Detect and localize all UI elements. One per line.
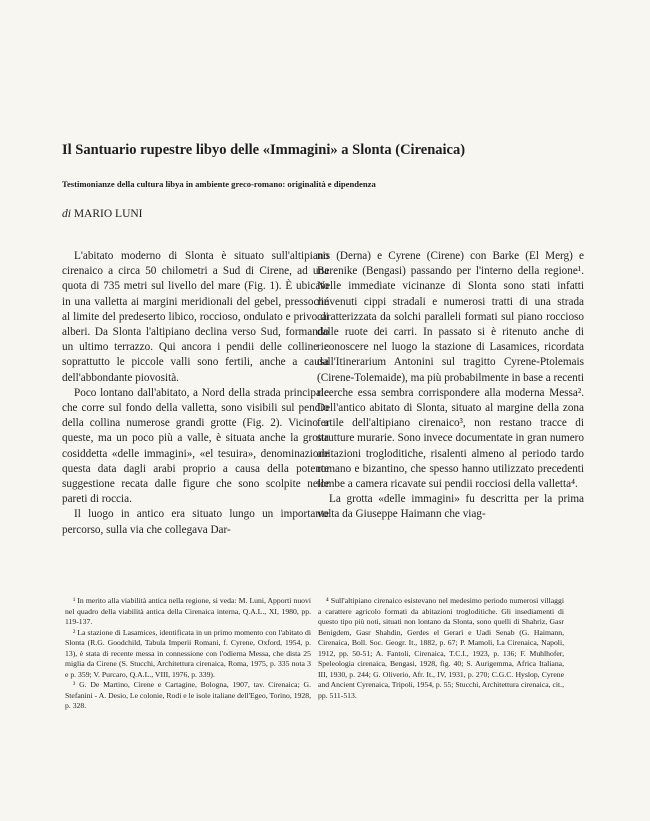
author-prefix: di	[62, 208, 71, 220]
footnote: ³ G. De Martino, Cirene e Cartagine, Bologna, 1907, tav. Cirenaica; G. Stefanini - A. Desio, Le colonie, Rodi e le isole italiane dell'Egeo, Torino, 1928, p. 328.	[65, 680, 312, 710]
body-paragraph: Il luogo in antico era situato lungo un importante percorso, sulla via che collegava Dar-	[62, 508, 329, 536]
article-author	[62, 207, 143, 221]
footnotes-right	[318, 596, 564, 701]
footnote: ² La stazione di Lasamices, identificata in un primo momento con l'abitato di Slonta (R.G. Goodchild, Tabula Imperii Romani, f. Cyrene, Oxford, 1954, p. 13), è stata di recente messa in connessione con l'odierna Messa, che dista 25 miglia da Cirene (S. Stucchi, Architettura cirenaica, Roma, 1975, p. 335 nota 3 e p. 359; V. Purcaro, Q.A.L., VIII, 1976, p. 339).	[65, 627, 311, 679]
body-paragraph: nis (Derna) e Cyrene (Cirene) con Barke (El Merg) e Berenike (Bengasi) passando per l'interno della regione¹. Nelle immediate vicinanze di Slonta sono stati infatti rinvenuti cippi stradali e numerosi tratti di una strada caratterizzata da solchi paralleli formati sul piano roccioso dalle ruote dei carri. In passato si è ritenuto anche di riconoscere nel luogo la stazione di Lasamices, ricordata dall'Itinerarium Antonini sul tragitto Cyrene-Ptolemais (Cirene-Tolemaide), ma più probabilmente in base a recenti ricerche essa sembra corrispondere alla moderna Messa². Dell'antico abitato di Slonta, situato al margine della zona fertile dell'altipiano cirenaico³, non restano tracce di strutture murarie. Sono invece documentate in gran numero abitazioni trogloditiche, risalenti almeno al periodo tardo romano e bizantino, che spesso hanno utilizzato precedenti tombe a camera ricavate sui pendii rocciosi della valletta⁴.	[317, 250, 584, 491]
footnote: ⁴ Sull'altipiano cirenaico esistevano nel medesimo periodo numerosi villaggi a carattere agricolo formati da abitazioni trogloditiche. Gli insediamenti di questo tipo più noti, situati non lontano da Slonta, sono quelli di Shahriz, Gasr Benigdem, Gasr Shahdin, Gerdes el Gerarì e Uadi Senab (G. Haimann, Cirenaica, Boll. Soc. Geogr. It., 1882, p. 67; P. Mamoli, La Cirenaica, Napoli, 1912, pp. 50-51; A. Fantoli, Cirenaica, T.C.I., 1923, p. 136; F. Muhlhofer, Speleologia cirenaica, Bengasi, 1928, fig. 40; S. Aurigemma, Africa Italiana, III, 1930, p. 244; G. Oliverio, Afr. It., IV, 1931, p. 270; C.G.C. Hyslop, Cyrene and Ancient Cyrenaica, Tripoli, 1954, p. 55; Stucchi, Architettura cirenaica, cit., pp. 511-513.	[318, 596, 564, 700]
body-column-right	[317, 249, 584, 523]
article-subtitle: Testimonianze della cultura libya in ambiente greco-romano: originalità e dipendenza	[62, 179, 376, 189]
article-title: Il Santuario rupestre libyo delle «Immagini» a Slonta (Cirenaica)	[62, 142, 466, 158]
author-name: MARIO LUNI	[73, 208, 143, 220]
body-paragraph: La grotta «delle immagini» fu descritta per la prima volta da Giuseppe Haimann che viag-	[317, 493, 584, 521]
body-paragraph: Poco lontano dall'abitato, a Nord della strada principale che corre sul fondo della valletta, sono visibili sul pendio della collina numerose grandi grotte (Fig. 2). Vicino a queste, ma un poco più a valle, è situata anche la grotta cosiddetta «delle immagini», «el tesuira», denominazione questa data dagli arabi proprio a causa della potente suggestione recata dalle figure che sono scolpite nelle pareti di roccia.	[62, 386, 329, 506]
body-column-left	[62, 249, 329, 538]
footnote: ¹ In merito alla viabilità antica nella regione, si veda: M. Luni, Apporti nuovi nel quadro della viabilità antica della Cirenaica interna, Q.A.L., XI, 1980, pp. 119-137.	[65, 596, 311, 626]
footnotes-left	[65, 596, 311, 712]
body-paragraph: L'abitato moderno di Slonta è situato sull'altipiano cirenaico a circa 50 chilometri a Sud di Cirene, ad una quota di 735 metri sul livello del mare (Fig. 1). È ubicato in una valletta ai margini meridionali del gebel, pressoché al limite del predeserto libico, roccioso, ondulato e privo di alberi. Da Slonta l'altipiano declina verso Sud, formando un ultimo terrazzo. Qui ancora i pendii delle colline e soprattutto le piccole valli sono fertili, anche a causa dell'abbondante piovosità.	[62, 250, 329, 384]
